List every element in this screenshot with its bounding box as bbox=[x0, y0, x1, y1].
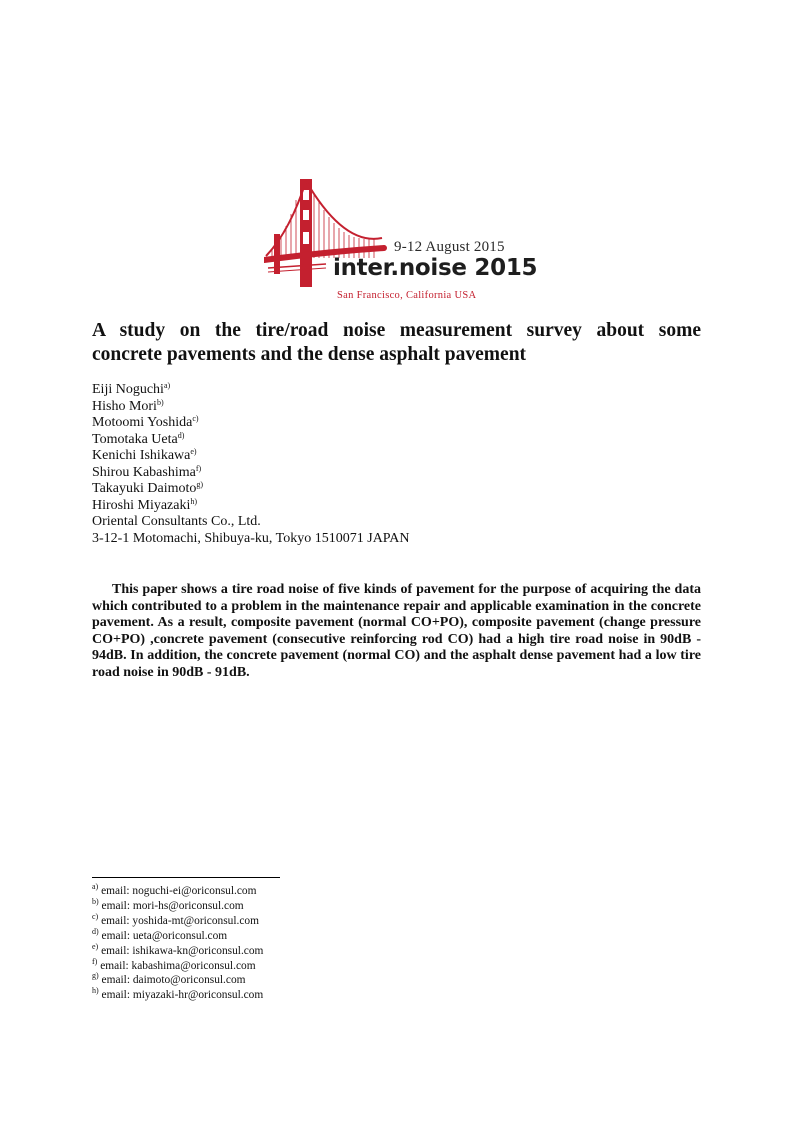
conference-name: inter.noise 2015 bbox=[333, 255, 538, 281]
footnote-mark: c) bbox=[92, 911, 99, 921]
footnote-divider bbox=[92, 877, 280, 878]
footnote-email[interactable]: email: ishikawa-kn@oriconsul.com bbox=[101, 944, 264, 957]
paper-title bbox=[92, 319, 701, 367]
footnote-mark: e) bbox=[92, 941, 99, 951]
author-footnote-mark: h) bbox=[190, 496, 198, 506]
author-footnote-mark: c) bbox=[192, 414, 199, 423]
footnote-email[interactable]: email: ueta@oriconsul.com bbox=[101, 929, 228, 942]
author-line bbox=[92, 382, 712, 399]
footnote-email[interactable]: email: miyazaki-hr@oriconsul.com bbox=[101, 989, 264, 1002]
footnote bbox=[92, 941, 492, 959]
footnote bbox=[92, 956, 492, 974]
footnote-mark: d) bbox=[92, 926, 99, 936]
footnote-mark: a) bbox=[92, 882, 99, 891]
footnote bbox=[92, 926, 492, 944]
footnote bbox=[92, 896, 492, 914]
footnote-mark: f) bbox=[92, 956, 98, 966]
golden-gate-bridge-icon bbox=[264, 176, 394, 306]
footnotes bbox=[92, 884, 492, 1003]
abstract: This paper shows a tire road noise of five kinds of pavement for the purpose of acquiring the data which contributed to a problem in the maintenance repair and applicable examination in the concrete pavement. As a result, composite pavement (normal CO+PO), composite pavement (change pressure CO+PO) ,concrete pavement (consecutive reinforcing rod CO) had a high tire road noise in 90dB - 94dB. In addition, the concrete pavement (normal CO) and the asphalt dense pavement had a low tire road noise in 90dB - 91dB. bbox=[92, 582, 701, 680]
author-line bbox=[92, 498, 712, 515]
author-block bbox=[92, 382, 712, 547]
author-line bbox=[92, 432, 712, 449]
conference-location: San Francisco, California USA bbox=[337, 290, 477, 301]
author-name: Motoomi Yoshida bbox=[92, 415, 193, 430]
author-line bbox=[92, 399, 712, 416]
author-name: Eiji Noguchi bbox=[92, 382, 164, 397]
author-line bbox=[92, 481, 712, 498]
footnote bbox=[92, 973, 492, 988]
author-name: Takayuki Daimoto bbox=[92, 481, 197, 496]
footnote-email[interactable]: email: kabashima@oriconsul.com bbox=[100, 959, 256, 972]
title-line: concrete pavements and the dense asphalt pavement bbox=[92, 344, 527, 365]
author-name: Hisho Mori bbox=[92, 398, 157, 414]
author-name: Shirou Kabashima bbox=[92, 464, 196, 480]
conference-date: 9-12 August 2015 bbox=[394, 239, 505, 255]
author-footnote-mark: a) bbox=[163, 381, 171, 390]
author-footnote-mark: d) bbox=[177, 430, 185, 440]
footnote bbox=[92, 988, 492, 1003]
footnote-email[interactable]: email: yoshida-mt@oriconsul.com bbox=[101, 914, 259, 927]
author-name: Kenichi Ishikawa bbox=[92, 448, 191, 463]
footnote-email[interactable]: email: mori-hs@oriconsul.com bbox=[101, 899, 244, 912]
author-footnote-mark: e) bbox=[190, 447, 197, 456]
address: 3-12-1 Motomachi, Shibuya-ku, Tokyo 1510071 JAPAN bbox=[92, 530, 410, 546]
author-footnote-mark: g) bbox=[196, 480, 204, 489]
author-line bbox=[92, 415, 712, 432]
author-line bbox=[92, 465, 712, 482]
footnote bbox=[92, 911, 492, 929]
footnote-email[interactable]: email: noguchi-ei@oriconsul.com bbox=[101, 885, 257, 897]
conference-logo bbox=[264, 176, 538, 306]
footnote-mark: b) bbox=[92, 896, 99, 906]
author-footnote-mark: f) bbox=[195, 463, 202, 473]
author-name: Tomotaka Ueta bbox=[92, 431, 178, 447]
title-line: A study on the tire/road noise measurement survey about some bbox=[92, 320, 701, 341]
author-footnote-mark: b) bbox=[156, 397, 164, 407]
affiliation: Oriental Consultants Co., Ltd. bbox=[92, 514, 261, 529]
author-name: Hiroshi Miyazaki bbox=[92, 497, 191, 513]
footnote-mark: g) bbox=[92, 971, 99, 981]
footnote bbox=[92, 884, 492, 899]
author-line bbox=[92, 448, 712, 465]
footnote-mark: h) bbox=[92, 986, 99, 996]
footnote-email[interactable]: email: daimoto@oriconsul.com bbox=[101, 974, 246, 987]
